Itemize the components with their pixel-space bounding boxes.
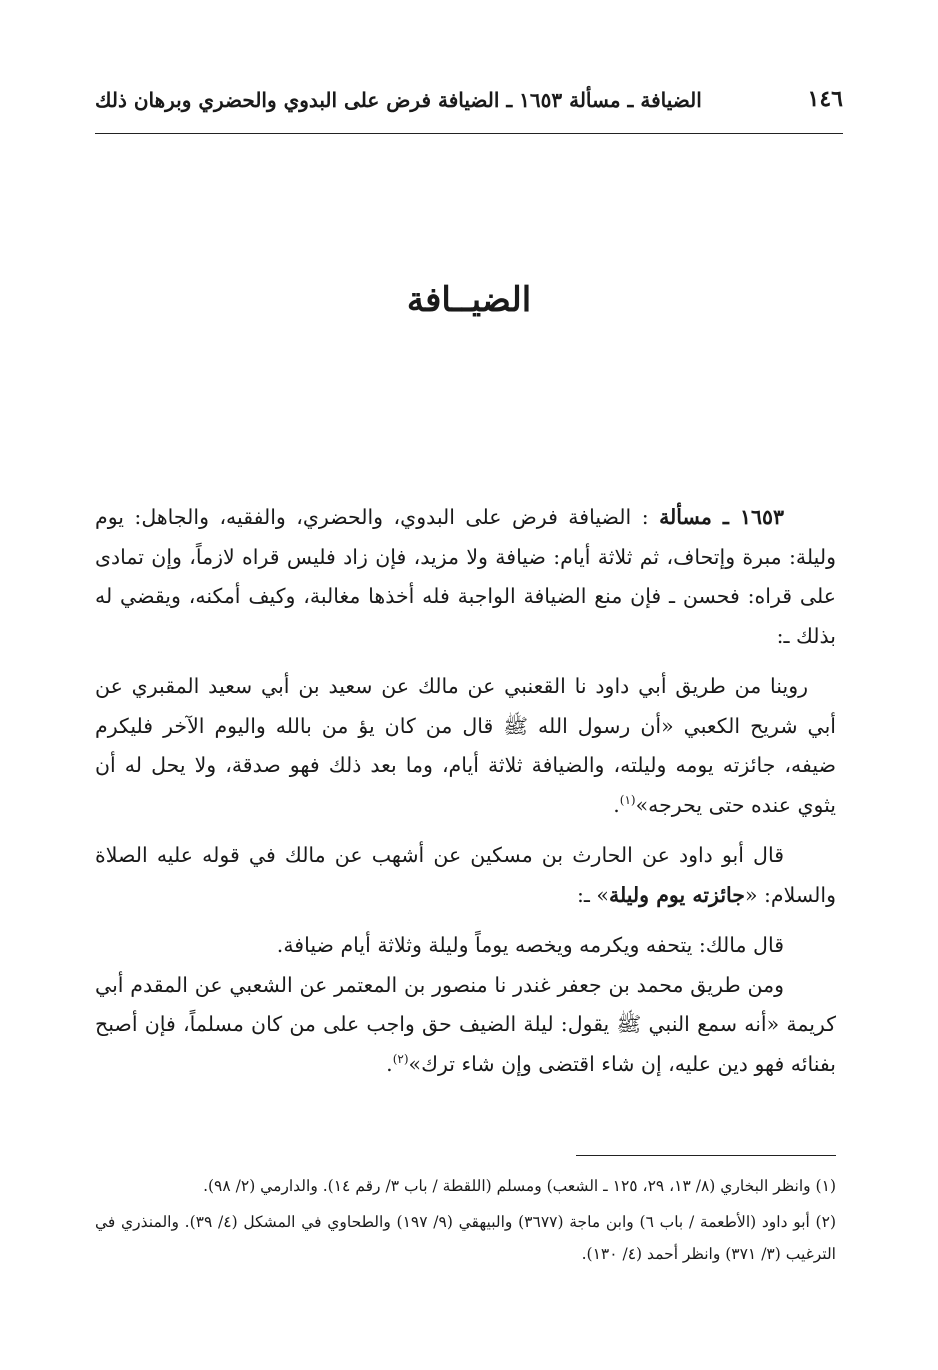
paragraph-5 bbox=[95, 966, 836, 1085]
page-number: ١٤٦ bbox=[807, 86, 843, 112]
footnote-ref-2: (٢) bbox=[392, 1051, 409, 1066]
footnotes bbox=[95, 1170, 836, 1274]
running-title: الضيافة ـ مسألة ١٦٥٣ ـ الضيافة فرض على البدوي والحضري وبرهان ذلك bbox=[95, 88, 702, 112]
paragraph-2-text: روينا من طريق أبي داود نا القعنبي عن مالك عن سعيد بن أبي سعيد المقبري عن أبي شريح الكعبي «أن رسول الله ﷺ قال من كان يؤ من بالله واليوم الآخر فليكرم ضيفه، جائزته يومه وليلته، والضيافة ثلاثة أيام، وما بعد ذلك فهو صدقة، ولا يحل له أن يثوي عنده حتى يحرجه» bbox=[95, 674, 836, 817]
chapter-title: الضيــافة bbox=[406, 280, 532, 320]
footnote-1: (١) وانظر البخاري (٨/ ١٣، ٢٩، ١٢٥ ـ الشعب) ومسلم (اللقطة / باب ٣/ رقم ١٤). والدارمي (٢/ ٩٨). bbox=[203, 1177, 836, 1195]
paragraph-2 bbox=[95, 667, 836, 825]
body-text bbox=[95, 498, 836, 1095]
paragraph-3-text: قال أبو داود عن الحارث بن مسكين عن أشهب عن مالك في قوله عليه الصلاة والسلام: « bbox=[95, 843, 836, 907]
running-header bbox=[95, 82, 843, 122]
paragraph-1 bbox=[95, 498, 836, 656]
footnote-rule bbox=[576, 1155, 836, 1156]
footnote-ref-1: (١) bbox=[619, 792, 636, 807]
paragraph-2-end: . bbox=[613, 792, 620, 817]
header-rule bbox=[95, 133, 843, 134]
paragraph-4-text: قال مالك: يتحفه ويكرمه ويخصه يوماً وليلة وثلاثة أيام ضيافة. bbox=[276, 933, 784, 957]
paragraph-5-end: . bbox=[386, 1051, 393, 1076]
paragraph-3 bbox=[95, 836, 836, 915]
paragraph-5-text: ومن طريق محمد بن جعفر غندر نا منصور بن المعتمر عن الشعبي عن المقدم أبي كريمة «أنه سمع النبي ﷺ يقول: ليلة الضيف حق واجب على من كان مسلماً، فإن أصبح بفنائه فهو دين عليه، إن شاء اقتضى وإن شاء ترك» bbox=[95, 972, 836, 1076]
footnote-2: (٢) أبو داود (الأطعمة / باب ٦) وابن ماجة (٣٦٧٧) والبيهقي (٩/ ١٩٧) والطحاوي في المشكل (٤/ ٣٩). والمنذري في الترغيب (٣/ ٣٧١) وانظر أحمد (٤/ ١٣٠). bbox=[95, 1213, 836, 1263]
issue-number: ١٦٥٣ ـ مسألة bbox=[659, 505, 784, 529]
paragraph-3-bold: جائزته يوم وليلة bbox=[608, 882, 745, 907]
paragraph-3-end: » ـ: bbox=[576, 882, 609, 907]
paragraph-4 bbox=[95, 926, 836, 966]
paragraph-1-text: : الضيافة فرض على البدوي، والحضري، والفقيه، والجاهل: يوم وليلة: مبرة وإتحاف، ثم ثلاثة أيام: ضيافة ولا مزيد، فإن زاد فليس قراه لازماً، وإن تمادى على قراه: فحسن ـ فإن منع الضيافة الواجبة فله أخذها مغالبة، وكيف أمكنه، ويقضي له بذلك ـ: bbox=[95, 505, 836, 648]
